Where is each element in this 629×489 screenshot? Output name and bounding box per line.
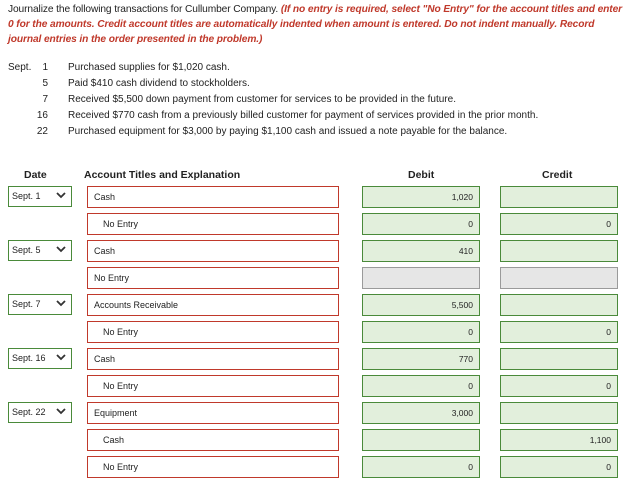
debit-input[interactable]: 5,500 <box>362 294 480 316</box>
chevron-down-icon <box>56 352 66 362</box>
transaction-text: Received $770 cash from a previously billed customer for payment of services provided in the prior month. <box>68 110 539 121</box>
debit-input[interactable] <box>362 267 480 289</box>
chevron-down-icon <box>56 244 66 254</box>
account-title-value: No Entry <box>94 273 130 283</box>
transaction-text: Purchased supplies for $1,020 cash. <box>68 62 230 73</box>
chevron-down-icon <box>56 190 66 200</box>
credit-input[interactable]: 0 <box>500 375 618 397</box>
debit-input[interactable]: 0 <box>362 456 480 478</box>
credit-input[interactable]: 1,100 <box>500 429 618 451</box>
account-title-value: Cash <box>94 246 116 256</box>
date-select[interactable] <box>8 402 72 423</box>
credit-input[interactable] <box>500 402 618 424</box>
credit-input[interactable] <box>500 294 618 316</box>
instructions-plain: Journalize the following transactions for Cullumber Company. <box>8 4 281 15</box>
chevron-down-icon <box>56 406 66 416</box>
debit-input[interactable]: 0 <box>362 213 480 235</box>
account-title-field[interactable] <box>87 240 339 262</box>
transaction-text: Paid $410 cash dividend to stockholders. <box>68 78 250 89</box>
date-select-value: Sept. 5 <box>12 245 41 255</box>
account-title-value: Cash <box>94 354 116 364</box>
instructions-emphasis: (If no entry is required, select "No Entry" for the account titles and enter 0 for the amounts. Credit account titles are automatically indented when amount is entered. Do not indent manually. Record journal entries in the order presented in the problem.) <box>8 4 623 45</box>
account-title-field[interactable] <box>87 456 339 478</box>
credit-input[interactable] <box>500 240 618 262</box>
transaction-day: 7 <box>42 94 48 105</box>
account-title-value: Cash <box>103 435 125 445</box>
header-account: Account Titles and Explanation <box>84 169 241 181</box>
credit-input[interactable]: 0 <box>500 456 618 478</box>
account-title-field[interactable] <box>87 213 339 235</box>
date-select-value: Sept. 7 <box>12 299 41 309</box>
account-title-field[interactable] <box>87 375 339 397</box>
account-title-value: Accounts Receivable <box>94 300 179 310</box>
account-title-field[interactable] <box>87 429 339 451</box>
date-select[interactable] <box>8 348 72 369</box>
account-title-field[interactable] <box>87 321 339 343</box>
header-credit: Credit <box>542 169 573 181</box>
debit-input[interactable]: 0 <box>362 321 480 343</box>
account-title-value: No Entry <box>103 381 139 391</box>
account-title-field[interactable] <box>87 294 339 316</box>
debit-input[interactable]: 3,000 <box>362 402 480 424</box>
account-title-field[interactable] <box>87 402 339 424</box>
debit-input[interactable]: 1,020 <box>362 186 480 208</box>
credit-input[interactable] <box>500 186 618 208</box>
account-title-field[interactable] <box>87 186 339 208</box>
date-select[interactable] <box>8 294 72 315</box>
transaction-month: Sept. <box>8 62 32 73</box>
date-select-value: Sept. 22 <box>12 407 46 417</box>
date-select-value: Sept. 1 <box>12 191 41 201</box>
account-title-field[interactable] <box>87 348 339 370</box>
credit-input[interactable]: 0 <box>500 321 618 343</box>
chevron-down-icon <box>56 298 66 308</box>
account-title-field[interactable] <box>87 267 339 289</box>
transaction-day: 22 <box>36 126 48 137</box>
account-title-value: Equipment <box>94 408 138 418</box>
transaction-day: 5 <box>42 78 48 89</box>
credit-input[interactable]: 0 <box>500 213 618 235</box>
debit-input[interactable]: 0 <box>362 375 480 397</box>
transaction-text: Received $5,500 down payment from customer for services to be provided in the future. <box>68 94 456 105</box>
debit-input[interactable]: 770 <box>362 348 480 370</box>
date-select-value: Sept. 16 <box>12 353 46 363</box>
transaction-text: Purchased equipment for $3,000 by paying $1,100 cash and issued a note payable for the balance. <box>68 126 508 137</box>
header-debit: Debit <box>408 169 435 181</box>
debit-input[interactable]: 410 <box>362 240 480 262</box>
account-title-value: No Entry <box>103 327 139 337</box>
credit-input[interactable] <box>500 348 618 370</box>
account-title-value: No Entry <box>103 462 139 472</box>
debit-input[interactable] <box>362 429 480 451</box>
credit-input[interactable] <box>500 267 618 289</box>
header-date: Date <box>24 169 47 181</box>
transaction-day: 1 <box>42 62 48 73</box>
account-title-value: No Entry <box>103 219 139 229</box>
instructions-text <box>8 2 623 47</box>
account-title-value: Cash <box>94 192 116 202</box>
date-select[interactable] <box>8 186 72 207</box>
date-select[interactable] <box>8 240 72 261</box>
transaction-day: 16 <box>36 110 48 121</box>
